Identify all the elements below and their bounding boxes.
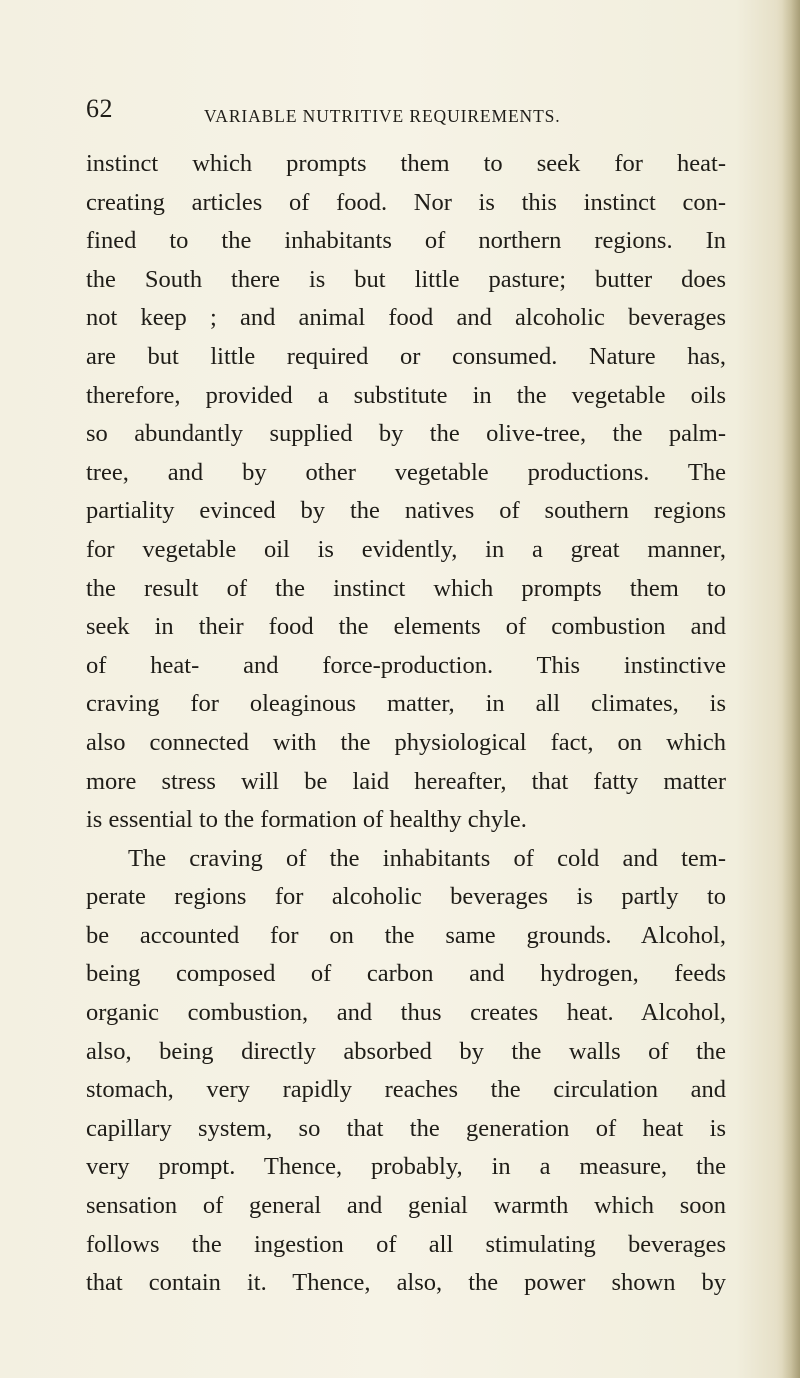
text-line: being composed of carbon and hydrogen, feeds: [86, 960, 726, 988]
text-line: capillary system, so that the generation of heat is: [86, 1114, 726, 1142]
text-line: also, being directly absorbed by the walls of the: [86, 1037, 726, 1065]
text-line: the South there is but little pasture; butter does: [86, 265, 726, 293]
text-line: sensation of general and genial warmth which soon: [86, 1192, 726, 1220]
text-line: therefore, provided a substitute in the vegetable oils: [86, 381, 726, 409]
text-line: of heat- and force-production. This instinctive: [86, 651, 726, 679]
page-edge-shadow: [782, 0, 800, 1378]
text-line: very prompt. Thence, probably, in a measure, the: [86, 1153, 726, 1181]
text-line: perate regions for alcoholic beverages is partly to: [86, 883, 726, 911]
text-line: so abundantly supplied by the olive-tree, the palm-: [86, 420, 726, 448]
body-text: [86, 145, 726, 1303]
text-line: also connected with the physiological fact, on which: [86, 728, 726, 756]
text-line: that contain it. Thence, also, the power shown by: [86, 1269, 726, 1297]
running-head: VARIABLE NUTRITIVE REQUIREMENTS.: [204, 106, 561, 126]
paragraph-first-line: The craving of the inhabitants of cold and tem-: [128, 844, 726, 872]
paragraph-last-line: is essential to the formation of healthy chyle.: [86, 806, 527, 834]
text-line: organic combustion, and thus creates heat. Alcohol,: [86, 999, 726, 1027]
text-line: be accounted for on the same grounds. Alcohol,: [86, 921, 726, 949]
text-line: more stress will be laid hereafter, that fatty matter: [86, 767, 726, 795]
text-line: for vegetable oil is evidently, in a great manner,: [86, 535, 726, 563]
text-line: the result of the instinct which prompts them to: [86, 574, 726, 602]
text-line: tree, and by other vegetable productions. The: [86, 458, 726, 486]
text-line: follows the ingestion of all stimulating beverages: [86, 1230, 726, 1258]
text-line: seek in their food the elements of combustion and: [86, 613, 726, 641]
text-line: creating articles of food. Nor is this instinct con-: [86, 188, 726, 216]
page-number: 62: [86, 94, 113, 123]
text-line: partiality evinced by the natives of southern regions: [86, 497, 726, 525]
text-line: stomach, very rapidly reaches the circulation and: [86, 1076, 726, 1104]
text-line: fined to the inhabitants of northern regions. In: [86, 227, 726, 255]
text-line: craving for oleaginous matter, in all climates, is: [86, 690, 726, 718]
text-line: not keep ; and animal food and alcoholic beverages: [86, 304, 726, 332]
text-line: instinct which prompts them to seek for heat-: [86, 150, 726, 177]
text-line: are but little required or consumed. Nature has,: [86, 342, 726, 370]
